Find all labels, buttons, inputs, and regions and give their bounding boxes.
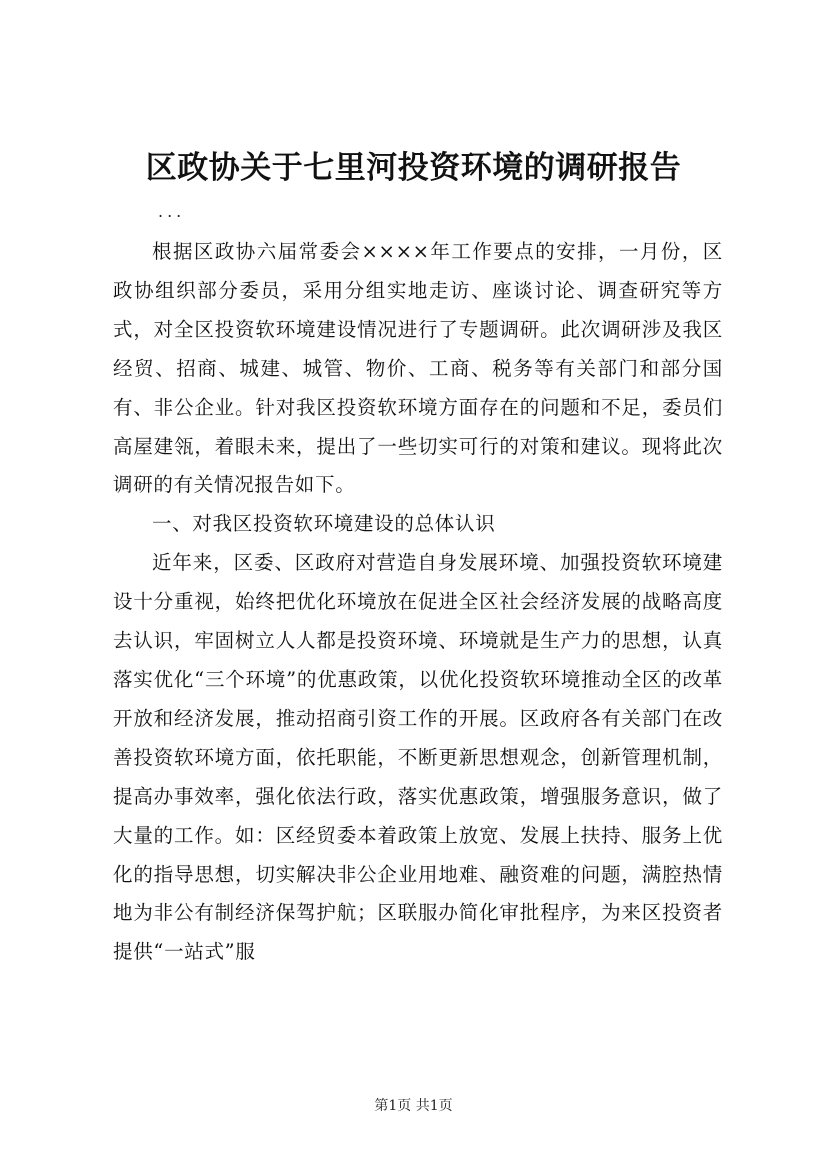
document-body	[113, 233, 723, 972]
document-title: 区政协关于七里河投资环境的调研报告	[145, 150, 682, 186]
section-heading: 一、对我区投资软环境建设的总体认识	[152, 512, 496, 536]
page-footer: 第1页 共1页	[374, 1098, 453, 1114]
ellipsis-marker: ...	[158, 202, 186, 221]
paragraph-overview: 近年来，区委、区政府对营造自身发展环境、加强投资软环境建设十分重视，始终把优化环境放在促进全区社会经济发展的战略高度去认识，牢固树立人人都是投资环境、环境就是生产力的思想，认真落实优化“三个环境”的优惠政策，以优化投资软环境推动全区的改革开放和经济发展，推动招商引资工作的开展。区政府各有关部门在改善投资软环境方面，依托职能，不断更新思想观念，创新管理机制，提高办事效率，强化依法行政，落实优惠政策，增强服务意识，做了大量的工作。如：区经贸委本着政策上放宽、发展上扶持、服务上优化的指导思想，切实解决非公企业用地难、融资难的问题，满腔热情地为非公有制经济保驾护航；区联服办简化审批程序，为来区投资者提供“一站式”服	[113, 551, 723, 964]
paragraph-intro: 根据区政协六届常委会××××年工作要点的安排，一月份，区政协组织部分委员，采用分组实地走访、座谈讨论、调查研究等方式，对全区投资软环境建设情况进行了专题调研。此次调研涉及我区经贸、招商、城建、城管、物价、工商、税务等有关部门和部分国有、非公企业。针对我区投资软环境方面存在的问题和不足，委员们高屋建瓴，着眼未来，提出了一些切实可行的对策和建议。现将此次调研的有关情况报告如下。	[113, 240, 723, 497]
